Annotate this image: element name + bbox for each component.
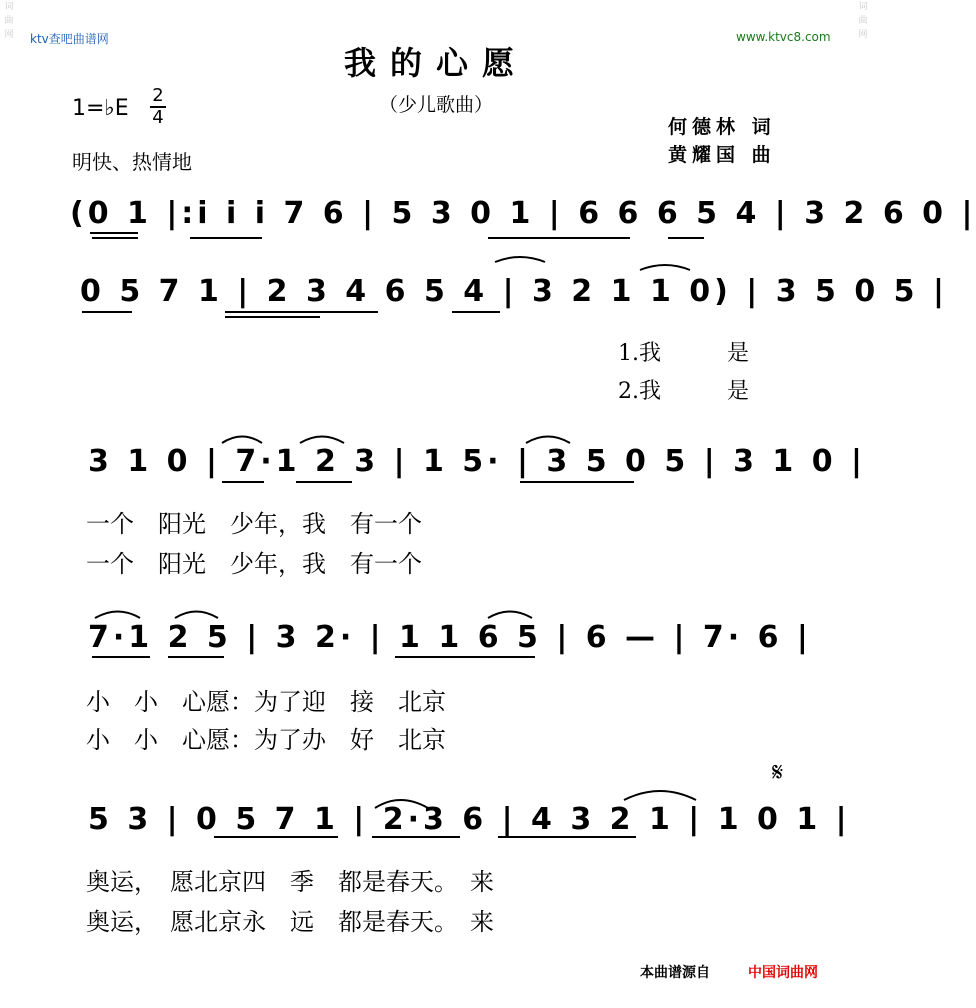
footer-source-site[interactable]: 中国词曲网 — [748, 965, 818, 981]
key-signature: 1=♭E — [72, 96, 129, 121]
lyric-row-4-verse-1: 小 小 心愿：为了迎 接 北京 — [86, 688, 446, 716]
lyric-intro-verse-2: 2.我 是 — [618, 379, 749, 404]
lyric-row-3-verse-1: 一个 阳光 少年，我 有一个 — [86, 510, 422, 538]
row2-slurs — [495, 257, 690, 270]
lyric-row-3-verse-2: 一个 阳光 少年，我 有一个 — [86, 550, 422, 578]
row1-beams — [90, 233, 704, 238]
row2-beams — [82, 312, 500, 317]
lyricist-credit: 何德林 词 — [668, 116, 776, 138]
lyric-row-5-verse-2: 奥运， 愿北京永 远 都是春天。 来 — [86, 908, 494, 936]
footer-source-label: 本曲谱源自 — [640, 965, 710, 981]
segno-sign: 𝄋 — [772, 758, 784, 788]
row3-slurs — [222, 437, 570, 444]
time-signature: 2 4 — [150, 86, 166, 128]
song-subtitle: （少儿歌曲） — [378, 94, 493, 116]
score-row-1: (0 1 |:i i i 7 6 | 5 3 0 1 | 6 6 6 5 4 | 3 2 6 0 | — [70, 196, 976, 231]
row4-slurs — [95, 612, 532, 619]
right-watermark: 词曲网 — [858, 2, 868, 40]
score-row-4: 7·1 2 5 | 3 2· | 1 1 6 5 | 6 — | 7· 6 | — [88, 620, 812, 655]
song-title: 我的心愿 — [343, 44, 528, 82]
site-link-left[interactable]: ktv查吧曲谱网 — [30, 32, 109, 46]
score-row-3: 3 1 0 | 7·1 2 3 | 1 5· | 3 5 0 5 | 3 1 0 | — [88, 444, 867, 479]
lyric-row-4-verse-2: 小 小 心愿：为了办 好 北京 — [86, 726, 446, 754]
site-link-right[interactable]: www.ktvc8.com — [736, 30, 831, 44]
tempo-marking: 明快、热情地 — [72, 150, 192, 174]
lyric-intro-verse-1: 1.我 是 — [618, 341, 749, 366]
score-row-2: 0 5 7 1 | 2 3 4 6 5 4 | 3 2 1 1 0) | 3 5 0 5 | — [80, 274, 948, 309]
composer-credit: 黄耀国 曲 — [668, 144, 776, 166]
left-watermark: 词曲网 — [4, 2, 14, 40]
lyric-row-5-verse-1: 奥运， 愿北京四 季 都是春天。 来 — [86, 868, 494, 896]
score-row-5: 5 3 | 0 5 7 1 | 2·3 6 | 4 3 2 1 | 1 0 1 | — [88, 802, 851, 837]
